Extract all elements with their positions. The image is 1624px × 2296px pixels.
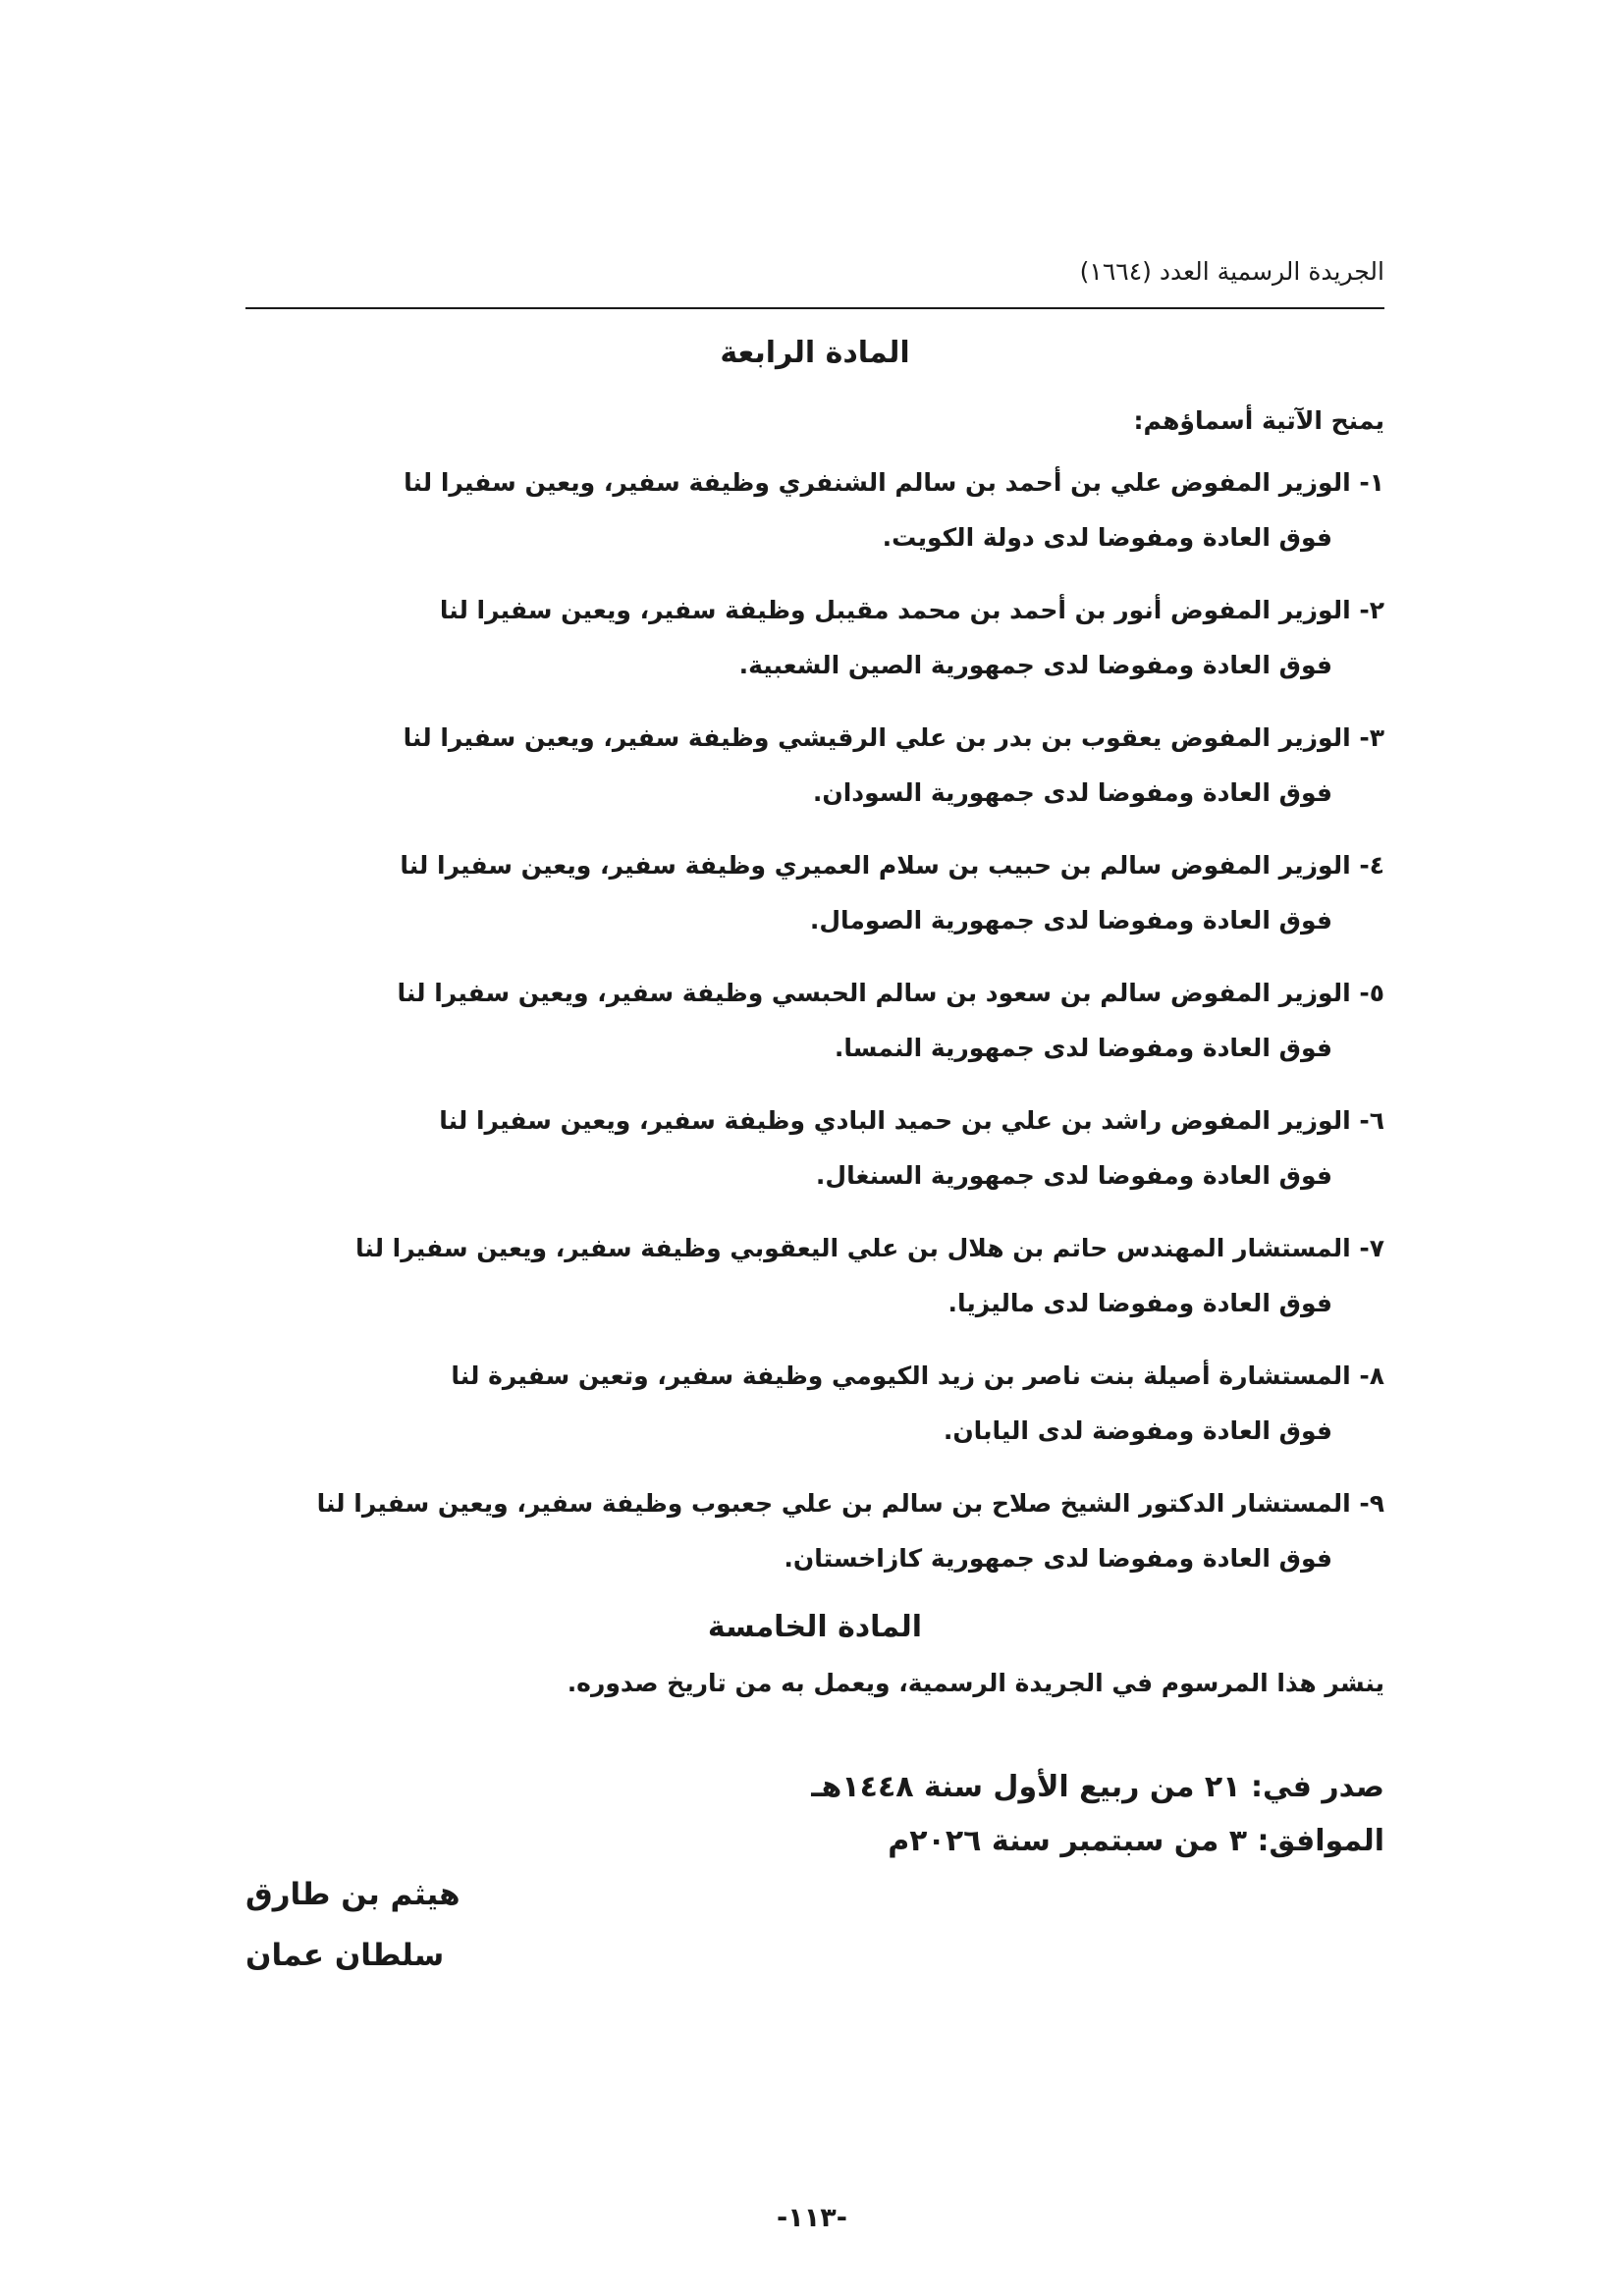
page-number: -١١٣- — [777, 2203, 847, 2233]
article-4-intro: يمنح الآتية أسماؤهم: — [1133, 406, 1384, 435]
list-item-line-1: ٥- الوزير المفوض سالم بن سعود بن سالم الحبسي وظيفة سفير، ويعين سفيرا لنا — [397, 979, 1384, 1007]
list-item — [245, 455, 1384, 565]
list-item-line-2: فوق العادة ومفوضا لدى جمهورية الصومال. — [809, 906, 1332, 934]
list-item-line-2: فوق العادة ومفوضا لدى جمهورية كازاخستان. — [784, 1544, 1332, 1573]
list-item-line-1: ٢- الوزير المفوض أنور بن أحمد بن محمد مقيبل وظيفة سفير، ويعين سفيرا لنا — [439, 596, 1384, 624]
list-item-line-2: فوق العادة ومفوضا لدى جمهورية الصين الشعبية. — [738, 651, 1332, 679]
list-item — [245, 583, 1384, 693]
list-item-line-2: فوق العادة ومفوضا لدى ماليزيا. — [947, 1289, 1332, 1317]
list-item-line-1: ٧- المستشار المهندس حاتم بن هلال بن علي اليعقوبي وظيفة سفير، ويعين سفيرا لنا — [354, 1234, 1384, 1262]
list-item — [245, 711, 1384, 821]
list-item-line-2: فوق العادة ومفوضا لدى جمهورية السنغال. — [815, 1161, 1332, 1190]
list-item — [245, 1094, 1384, 1203]
list-item — [245, 1221, 1384, 1331]
issue-date-gregorian: الموافق: ٣ من سبتمبر سنة ٢٠٢٦م — [888, 1824, 1384, 1858]
list-item-line-1: ٩- المستشار الدكتور الشيخ صلاح بن سالم بن علي جعبوب وظيفة سفير، ويعين سفيرا لنا — [316, 1489, 1384, 1518]
list-item-line-2: فوق العادة ومفوضا لدى جمهورية النمسا. — [834, 1034, 1332, 1062]
list-item-line-2: فوق العادة ومفوضا لدى جمهورية السودان. — [812, 778, 1332, 807]
signatory-title: سلطان عمان — [245, 1938, 445, 1973]
list-item-line-2: فوق العادة ومفوضا لدى دولة الكويت. — [882, 523, 1332, 552]
list-item-line-1: ٤- الوزير المفوض سالم بن حبيب بن سلام العميري وظيفة سفير، ويعين سفيرا لنا — [400, 851, 1384, 880]
list-item — [245, 966, 1384, 1076]
list-item — [245, 1476, 1384, 1586]
signatory-name: هيثم بن طارق — [245, 1877, 460, 1912]
list-item-line-1: ٨- المستشارة أصيلة بنت ناصر بن زيد الكيومي وظيفة سفير، وتعين سفيرة لنا — [451, 1362, 1384, 1390]
issue-date-hijri: صدر في: ٢١ من ربيع الأول سنة ١٤٤٨هـ — [811, 1770, 1384, 1804]
gazette-header-title: الجريدة الرسمية العدد (١٦٦٤) — [1079, 257, 1384, 286]
article-5-heading: المادة الخامسة — [707, 1610, 923, 1644]
article-5-text: ينشر هذا المرسوم في الجريدة الرسمية، ويعمل به من تاريخ صدوره. — [567, 1669, 1384, 1697]
list-item-line-1: ١- الوزير المفوض علي بن أحمد بن سالم الشنفري وظيفة سفير، ويعين سفيرا لنا — [404, 468, 1384, 497]
article-4-heading: المادة الرابعة — [720, 336, 910, 370]
list-item-line-2: فوق العادة ومفوضة لدى اليابان. — [943, 1416, 1332, 1445]
list-item — [245, 838, 1384, 948]
header-divider — [245, 307, 1384, 309]
list-item — [245, 1349, 1384, 1459]
list-item-line-1: ٦- الوزير المفوض راشد بن علي بن حميد البادي وظيفة سفير، ويعين سفيرا لنا — [439, 1106, 1384, 1135]
list-item-line-1: ٣- الوزير المفوض يعقوب بن بدر بن علي الرقيشي وظيفة سفير، ويعين سفيرا لنا — [403, 723, 1384, 752]
